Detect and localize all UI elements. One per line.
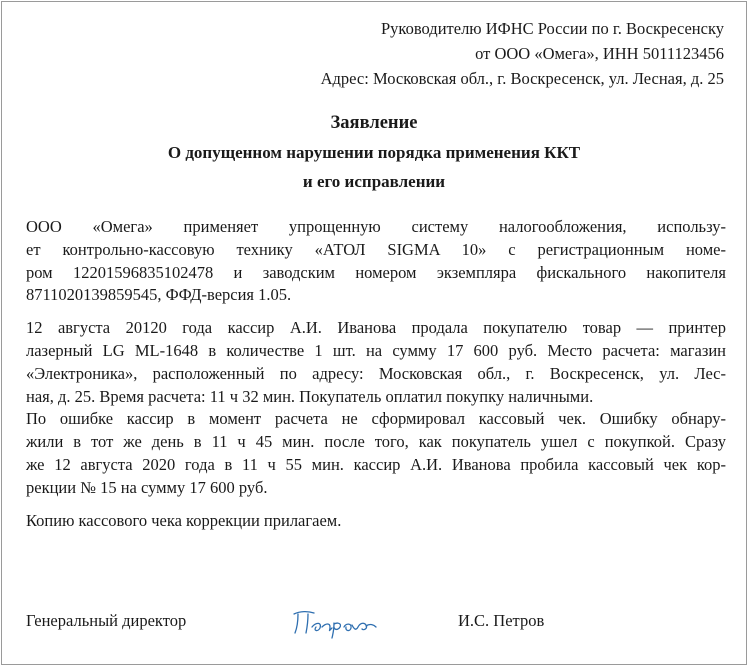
document-title: Заявление [330,113,418,133]
signatory-role: Генеральный директор [26,611,187,630]
paragraph [26,510,726,533]
text-line: же 12 августа 2020 года в 11 ч 55 мин. кассир А.И. Иванова пробила кассовый чек кор- [26,454,726,474]
text-line: ет контрольно-кассовую технику «АТОЛ SIGMA 10» с регистрационным номе- [26,239,726,259]
text-line: 12 августа 20120 года кассир А.И. Иванова продала покупателю товар — принтер [26,318,726,338]
text-line: Копию кассового чека коррекции прилагаем. [26,510,342,530]
signatory-name: И.С. Петров [458,611,545,630]
text-line: 8711020139859545, ФФД-версия 1.05. [26,285,292,305]
signature-row [26,611,726,637]
text-line: ная, д. 25. Время расчета: 11 ч 32 мин. Покупатель оплатил покупку наличными. [26,386,594,406]
text-line: жили в тот же день в 11 ч 45 мин. после того, как покупатель ушел с покупкой. Сразу [26,432,726,452]
text-line: лазерный LG ML-1648 в количестве 1 шт. на сумму 17 600 руб. Место расчета: магазин [26,340,726,360]
text-line: «Электроника», расположенный по адресу: Московская обл., г. Воскресенск, ул. Лес- [26,363,726,383]
addressee-line: Руководителю ИФНС России по г. Воскресенску [381,19,724,38]
document-body [26,216,726,542]
text-line: По ошибке кассир в момент расчета не сформировал кассовый чек. Ошибку обнару- [26,409,726,429]
document-subtitle: О допущенном нарушении порядка применения ККТ [167,143,581,162]
document-page [1,1,747,665]
addressee-line: от ООО «Омега», ИНН 5011123456 [475,44,724,63]
addressee-block [321,16,724,91]
text-line: рекции № 15 на сумму 17 600 руб. [26,477,268,497]
document-subtitle: и его исправлении [302,172,446,191]
handwritten-signature [288,605,380,639]
document-heading [2,109,746,196]
text-line: ром 12201596835102478 и заводским номером экземпляра фискального накопителя [26,262,726,282]
paragraph [26,216,726,307]
text-line: ООО «Омега» применяет упрощенную систему налогообложения, использу- [26,217,726,236]
paragraph [26,317,726,499]
addressee-line: Адрес: Московская обл., г. Воскресенск, ул. Лесная, д. 25 [320,69,724,88]
